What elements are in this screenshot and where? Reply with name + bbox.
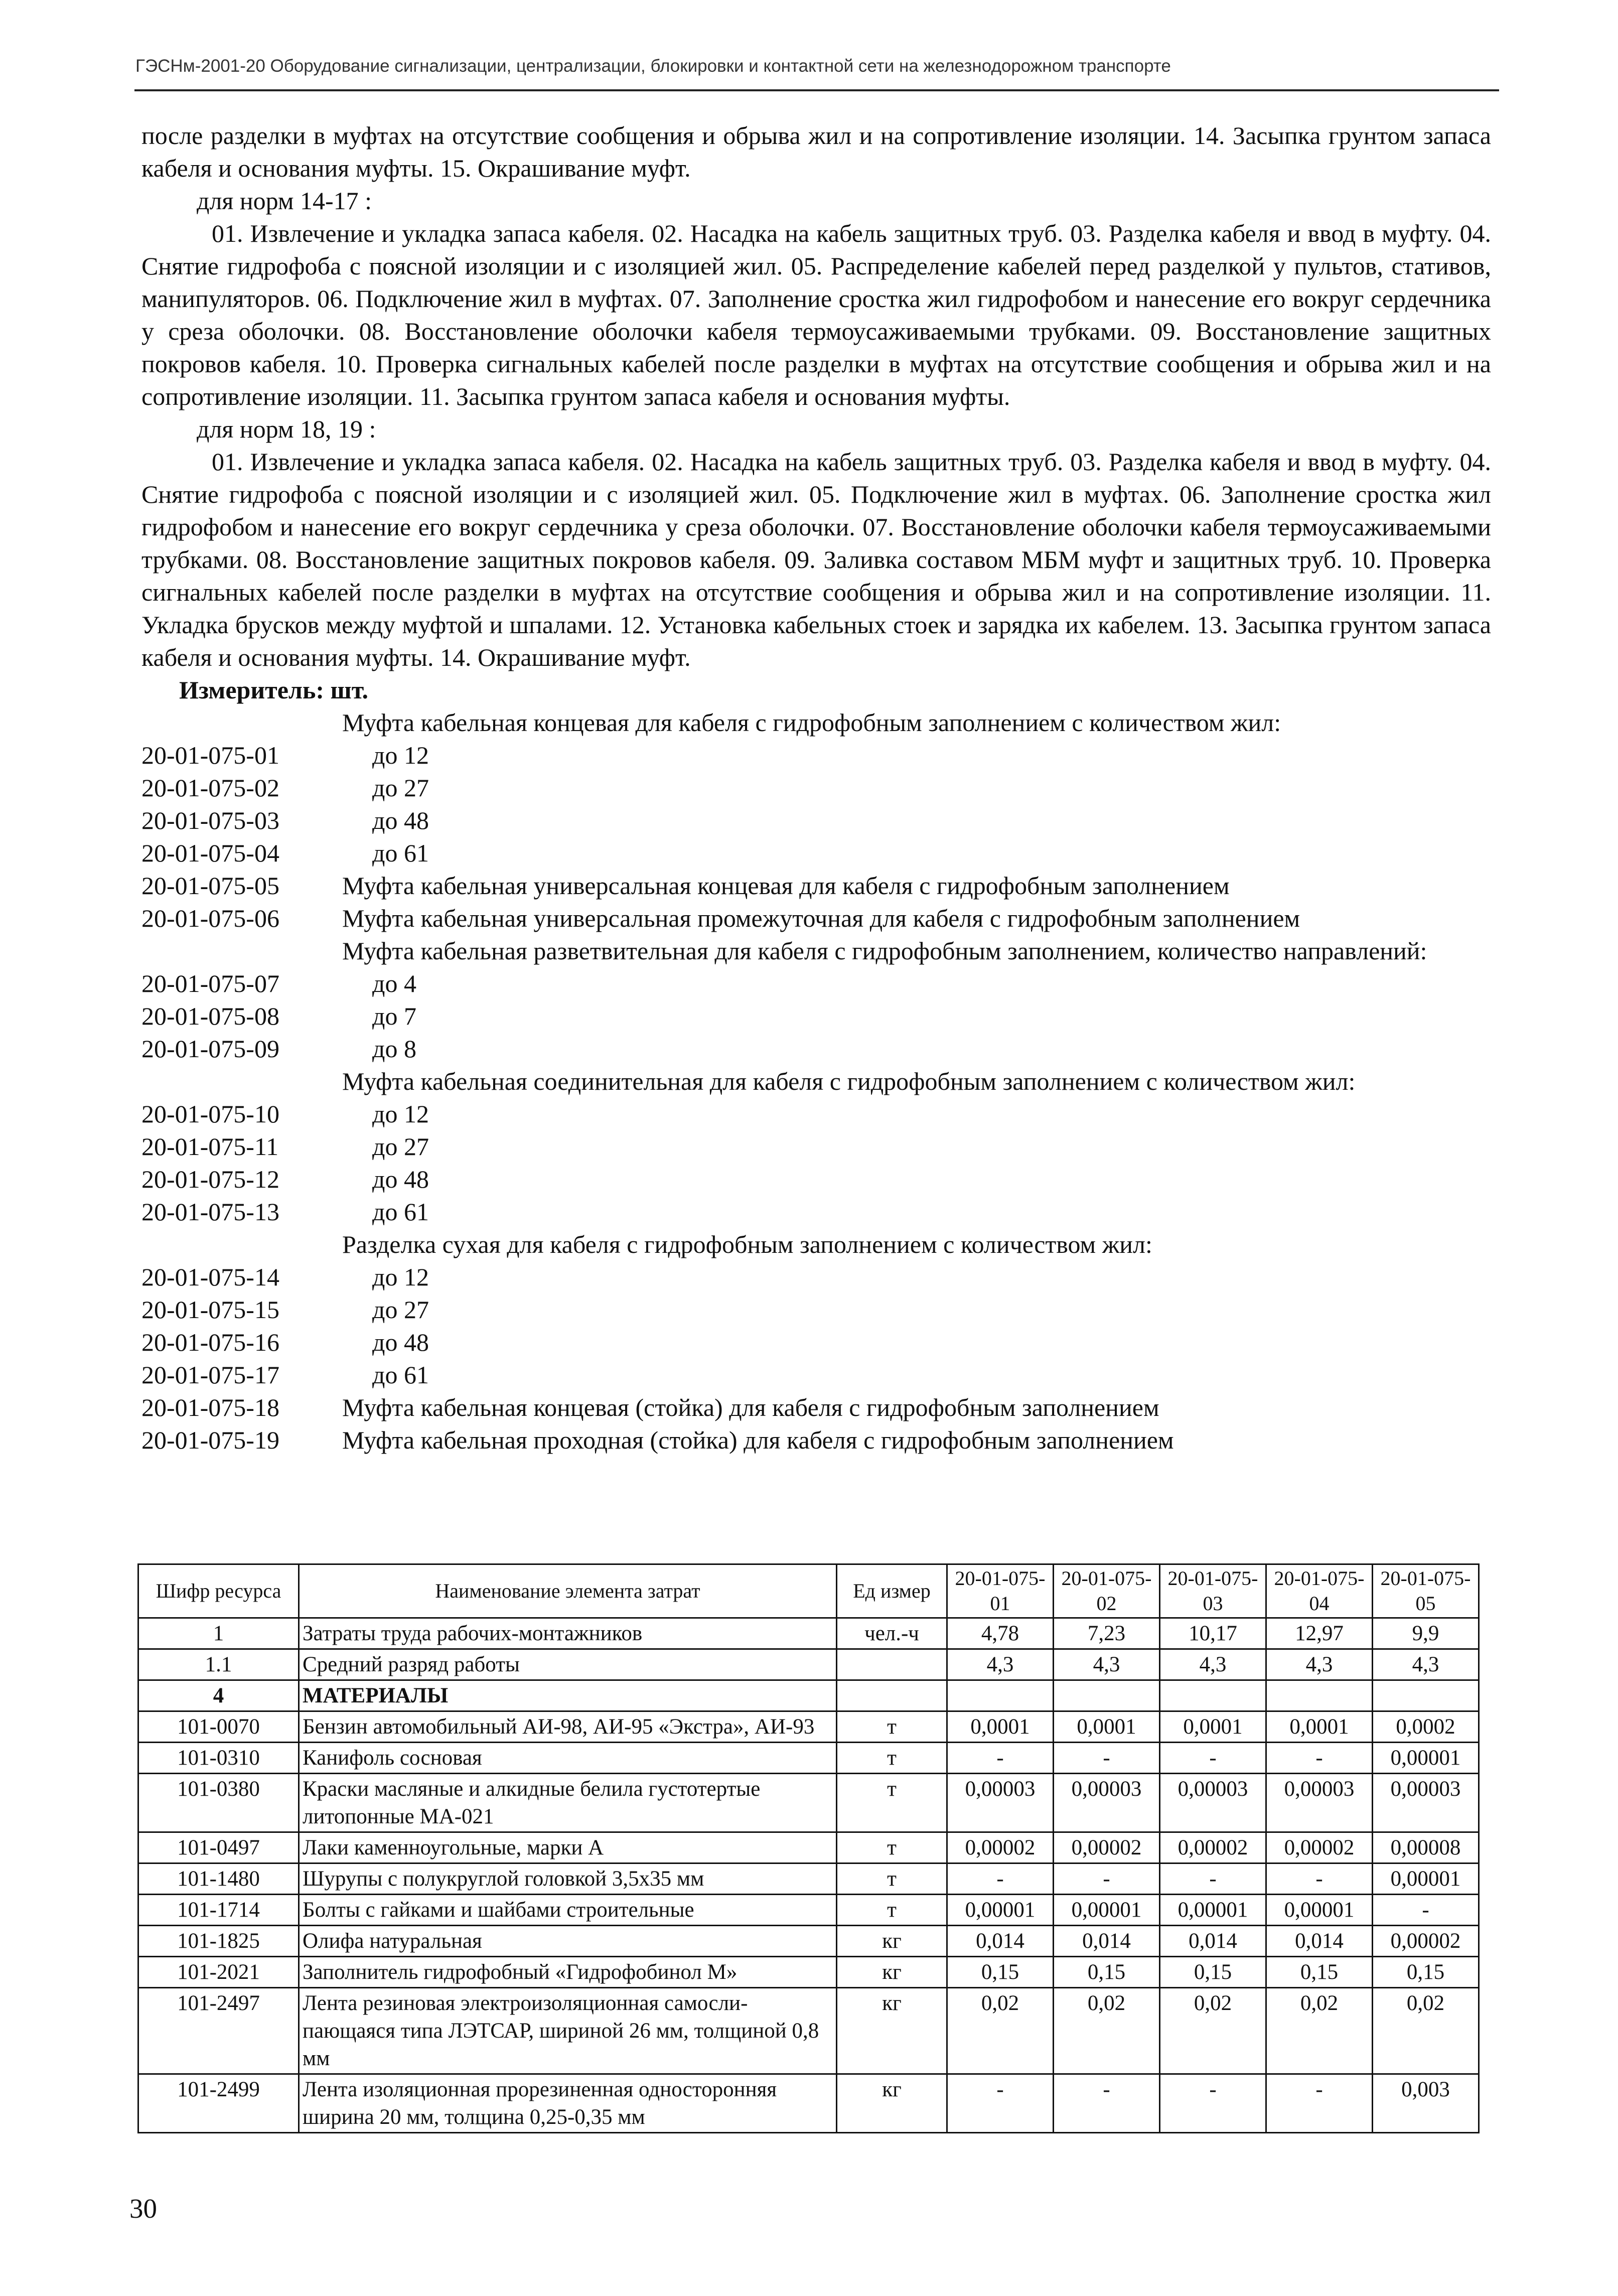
cell-resource-code: 1.1: [138, 1649, 299, 1680]
cell-value: 0,02: [1054, 1988, 1160, 2074]
cell-unit: т: [837, 1743, 947, 1774]
cell-value: 0,02: [947, 1988, 1054, 2074]
cell-cost-item: Краски масляные и алкидные белила густотертые литопонные МА-021: [299, 1774, 837, 1832]
cell-value: -: [1160, 2074, 1266, 2133]
cell-value: 0,014: [1054, 1926, 1160, 1957]
cell-value: 0,02: [1373, 1988, 1479, 2074]
cell-value: 10,17: [1160, 1618, 1266, 1649]
cell-cost-item: Бензин автомобильный АИ-98, АИ-95 «Экстра», АИ-93: [299, 1711, 837, 1743]
list-item: [141, 772, 1491, 804]
cell-resource-code: 101-1714: [138, 1895, 299, 1926]
cell-resource-code: 101-2499: [138, 2074, 299, 2133]
cell-value: 7,23: [1054, 1618, 1160, 1649]
cell-value: 0,0001: [947, 1711, 1054, 1743]
cell-value: [1266, 1680, 1373, 1711]
norm-description: до 12: [372, 741, 429, 769]
cell-value: 0,15: [1266, 1957, 1373, 1988]
group-heading-joint-sleeve: Муфта кабельная соединительная для кабеля с гидрофобным заполнением с количеством жил:: [342, 1067, 1356, 1095]
norm-description: до 12: [372, 1100, 429, 1128]
norm-code: 20-01-075-04: [141, 839, 279, 867]
cell-value: [1373, 1680, 1479, 1711]
cell-value: 0,003: [1373, 2074, 1479, 2133]
header-norm-02: 20-01-075-02: [1054, 1564, 1160, 1618]
norm-description: до 7: [372, 1002, 416, 1030]
group-heading-dry-split: Разделка сухая для кабеля с гидрофобным заполнением с количеством жил:: [342, 1230, 1152, 1258]
resource-table: [137, 1563, 1480, 2133]
norm-description: Муфта кабельная проходная (стойка) для кабеля с гидрофобным заполнением: [342, 1426, 1174, 1454]
cell-value: -: [1266, 1743, 1373, 1774]
norm-description: до 8: [372, 1035, 416, 1063]
header-resource-code: Шифр ресурса: [138, 1564, 299, 1618]
table-row: [138, 1618, 1479, 1649]
cell-value: -: [1160, 1863, 1266, 1895]
list-item: [141, 967, 1491, 1000]
list-item: [141, 1261, 1491, 1294]
cell-unit: [837, 1649, 947, 1680]
header-unit: Ед измер: [837, 1564, 947, 1618]
header-rule: [134, 89, 1499, 91]
norm-code: 20-01-075-14: [141, 1263, 279, 1291]
norm-description: до 27: [372, 1132, 429, 1161]
cell-cost-item: Средний разряд работы: [299, 1649, 837, 1680]
cell-resource-code: 101-0310: [138, 1743, 299, 1774]
table-row: [138, 1743, 1479, 1774]
norm-description: до 48: [372, 806, 429, 834]
norm-code: 20-01-075-03: [141, 806, 279, 834]
cell-value: 12,97: [1266, 1618, 1373, 1649]
cell-value: [1160, 1680, 1266, 1711]
cell-value: 0,00002: [1373, 1926, 1479, 1957]
list-item: [141, 1196, 1491, 1228]
list-item: [141, 1294, 1491, 1326]
measure-unit: Измеритель: шт.: [179, 676, 369, 704]
norm-code: 20-01-075-08: [141, 1002, 279, 1030]
cell-value: 0,15: [947, 1957, 1054, 1988]
cell-unit: кг: [837, 2074, 947, 2133]
cell-value: 4,3: [1160, 1649, 1266, 1680]
cell-value: -: [1054, 1863, 1160, 1895]
cell-value: 0,00001: [1160, 1895, 1266, 1926]
cell-value: -: [947, 1863, 1054, 1895]
cell-value: 4,3: [1266, 1649, 1373, 1680]
norm-code: 20-01-075-16: [141, 1328, 279, 1356]
cell-value: -: [1266, 1863, 1373, 1895]
norm-code: 20-01-075-05: [141, 872, 279, 900]
list-item: [141, 1326, 1491, 1359]
list-item: [141, 1359, 1491, 1391]
list-item: [141, 804, 1491, 837]
cell-cost-item: Заполнитель гидрофобный «Гидрофобинол М»: [299, 1957, 837, 1988]
list-item: [141, 1163, 1491, 1196]
table-row: [138, 1988, 1479, 2074]
norm-code: 20-01-075-10: [141, 1100, 279, 1128]
header-norm-04: 20-01-075-04: [1266, 1564, 1373, 1618]
cell-resource-code: 101-2021: [138, 1957, 299, 1988]
norm-code: 20-01-075-09: [141, 1035, 279, 1063]
cell-value: 0,00002: [1266, 1832, 1373, 1863]
norm-code: 20-01-075-18: [141, 1393, 279, 1421]
cell-unit: кг: [837, 1988, 947, 2074]
norm-description: до 48: [372, 1165, 429, 1193]
cell-unit: т: [837, 1895, 947, 1926]
norm-code: 20-01-075-15: [141, 1296, 279, 1324]
list-item: [141, 1391, 1491, 1424]
cell-cost-item: Лаки каменноугольные, марки А: [299, 1832, 837, 1863]
cell-cost-item: Лента изоляционная прорезиненная односторонняя ширина 20 мм, толщина 0,25-0,35 мм: [299, 2074, 837, 2133]
cell-cost-item: МАТЕРИАЛЫ: [299, 1680, 837, 1711]
cell-unit: [837, 1680, 947, 1711]
cell-resource-code: 101-1480: [138, 1863, 299, 1895]
cell-value: -: [947, 1743, 1054, 1774]
norm-code-list: [141, 706, 1491, 1457]
cell-cost-item: Затраты труда рабочих-монтажников: [299, 1618, 837, 1649]
running-header: ГЭСНм-2001-20 Оборудование сигнализации, централизации, блокировки и контактной сети на железнодорожном транспорте: [135, 56, 1171, 76]
norm-code: 20-01-075-19: [141, 1426, 279, 1454]
norm-code: 20-01-075-06: [141, 904, 279, 932]
cell-cost-item: Канифоль сосновая: [299, 1743, 837, 1774]
table-row: [138, 1957, 1479, 1988]
cell-cost-item: Шурупы с полукруглой головкой 3,5х35 мм: [299, 1863, 837, 1895]
cell-value: 0,00003: [1160, 1774, 1266, 1832]
cell-value: -: [947, 2074, 1054, 2133]
cell-resource-code: 4: [138, 1680, 299, 1711]
cell-unit: кг: [837, 1957, 947, 1988]
header-norm-03: 20-01-075-03: [1160, 1564, 1266, 1618]
group-heading-branch-sleeve: Муфта кабельная разветвительная для кабеля с гидрофобным заполнением, количество направлений:: [342, 937, 1427, 965]
resource-table-wrapper: [137, 1563, 1480, 2133]
table-section-row: [138, 1680, 1479, 1711]
table-header-row: [138, 1564, 1479, 1618]
cell-value: -: [1160, 1743, 1266, 1774]
cell-value: 0,00001: [947, 1895, 1054, 1926]
norm-code: 20-01-075-02: [141, 774, 279, 802]
norm-code: 20-01-075-17: [141, 1361, 279, 1389]
cell-cost-item: Лента резиновая электроизоляционная самослипающаяся типа ЛЭТСАР, шириной 26 мм, толщиной 0,8 мм: [299, 1988, 837, 2074]
list-item: [141, 1000, 1491, 1033]
cell-unit: т: [837, 1774, 947, 1832]
cell-unit: кг: [837, 1926, 947, 1957]
norm-description: до 61: [372, 1361, 429, 1389]
cell-value: 0,15: [1160, 1957, 1266, 1988]
cell-value: 0,02: [1266, 1988, 1373, 2074]
cell-value: 0,02: [1160, 1988, 1266, 2074]
cell-value: 0,00003: [947, 1774, 1054, 1832]
cell-value: 0,15: [1373, 1957, 1479, 1988]
cell-resource-code: 101-0497: [138, 1832, 299, 1863]
cell-cost-item: Болты с гайками и шайбами строительные: [299, 1895, 837, 1926]
cell-value: 0,00002: [1160, 1832, 1266, 1863]
list-item: [141, 1424, 1491, 1457]
norm-description: до 27: [372, 1296, 429, 1324]
table-row: [138, 1649, 1479, 1680]
norm-description: Муфта кабельная универсальная концевая для кабеля с гидрофобным заполнением: [342, 872, 1230, 900]
intro-paragraph-2: 01. Извлечение и укладка запаса кабеля. 02. Насадка на кабель защитных труб. 03. Разделка кабеля и ввод в муфту. 04. Снятие гидрофоба с поясной изоляции и с изоляцией жил. 05. Распределение кабелей перед разделкой у пультов, стативов, манипуляторов. 06. Подключение жил в муфтах. 07. Заполнение сростка жил гидрофобом и нанесение его вокруг сердечника у среза оболочки. 08. Восстановление оболочки кабеля термоусаживаемыми трубками. 09. Восстановление защитных покровов кабеля. 10. Проверка сигнальных кабелей после разделки в муфтах на отсутствие сообщения и обрыва жил и на сопротивление изоляции. 11. Засыпка грунтом запаса кабеля и основания муфты.: [141, 219, 1491, 410]
norm-code: 20-01-075-07: [141, 969, 279, 997]
cell-unit: т: [837, 1711, 947, 1743]
cell-value: 4,78: [947, 1618, 1054, 1649]
cell-value: 4,3: [947, 1649, 1054, 1680]
cell-value: [947, 1680, 1054, 1711]
table-row: [138, 1774, 1479, 1832]
table-row: [138, 1926, 1479, 1957]
cell-value: 0,014: [1266, 1926, 1373, 1957]
cell-value: 0,0001: [1266, 1711, 1373, 1743]
cell-value: 0,00003: [1054, 1774, 1160, 1832]
cell-value: 0,014: [1160, 1926, 1266, 1957]
table-row: [138, 1832, 1479, 1863]
cell-value: 9,9: [1373, 1618, 1479, 1649]
cell-value: 0,00001: [1266, 1895, 1373, 1926]
cell-value: 0,00003: [1373, 1774, 1479, 1832]
cell-value: 0,014: [947, 1926, 1054, 1957]
header-norm-01: 20-01-075-01: [947, 1564, 1054, 1618]
table-row: [138, 1895, 1479, 1926]
cell-value: 0,00003: [1266, 1774, 1373, 1832]
cell-value: -: [1373, 1895, 1479, 1926]
cell-value: 0,0001: [1160, 1711, 1266, 1743]
norm-description: до 61: [372, 839, 429, 867]
intro-paragraph-3: 01. Извлечение и укладка запаса кабеля. 02. Насадка на кабель защитных труб. 03. Разделка кабеля и ввод в муфту. 04. Снятие гидрофоба с поясной изоляции и с изоляцией жил. 05. Подключение жил в муфтах. 06. Заполнение сростка жил гидрофобом и нанесение его вокруг сердечника у среза оболочки. 07. Восстановление оболочки кабеля термоусаживаемыми трубками. 08. Восстановление защитных покровов кабеля. 09. Заливка составом МБМ муфт и защитных труб. 10. Проверка сигнальных кабелей после разделки в муфтах на отсутствие сообщения и обрыва жил и на сопротивление изоляции. 11. Укладка брусков между муфтой и шпалами. 12. Установка кабельных стоек и зарядка их кабелем. 13. Засыпка грунтом запаса кабеля и основания муфты. 14. Окрашивание муфт.: [141, 448, 1491, 671]
cell-value: 0,0002: [1373, 1711, 1479, 1743]
cell-value: 4,3: [1054, 1649, 1160, 1680]
norm-code: 20-01-075-01: [141, 741, 279, 769]
cell-value: 0,00001: [1054, 1895, 1160, 1926]
list-item: [141, 870, 1491, 902]
cell-value: 0,15: [1054, 1957, 1160, 1988]
norm-description: Муфта кабельная концевая (стойка) для кабеля с гидрофобным заполнением: [342, 1393, 1159, 1421]
cell-value: 0,00001: [1373, 1863, 1479, 1895]
list-item: [141, 1033, 1491, 1065]
list-item: [141, 1098, 1491, 1130]
list-item: [141, 902, 1491, 935]
norms-18-19-label: для норм 18, 19 :: [197, 415, 376, 443]
list-item: [141, 837, 1491, 870]
norm-description: до 48: [372, 1328, 429, 1356]
cell-value: 0,0001: [1054, 1711, 1160, 1743]
header-cost-item: Наименование элемента затрат: [299, 1564, 837, 1618]
cell-value: 0,00001: [1373, 1743, 1479, 1774]
page-number: 30: [129, 2193, 157, 2224]
cell-value: -: [1054, 1743, 1160, 1774]
norm-description: до 61: [372, 1198, 429, 1226]
intro-paragraph-1: после разделки в муфтах на отсутствие сообщения и обрыва жил и на сопротивление изоляции. 14. Засыпка грунтом запаса кабеля и основания муфты. 15. Окрашивание муфт.: [141, 121, 1491, 182]
norm-description: Муфта кабельная универсальная промежуточная для кабеля с гидрофобным заполнением: [342, 904, 1300, 932]
norm-code: 20-01-075-13: [141, 1198, 279, 1226]
cell-value: 0,00008: [1373, 1832, 1479, 1863]
table-row: [138, 1711, 1479, 1743]
cell-resource-code: 101-2497: [138, 1988, 299, 2074]
cell-value: -: [1266, 2074, 1373, 2133]
cell-resource-code: 101-1825: [138, 1926, 299, 1957]
cell-resource-code: 101-0380: [138, 1774, 299, 1832]
document-body: [141, 119, 1491, 1457]
cell-value: [1054, 1680, 1160, 1711]
cell-unit: чел.-ч: [837, 1618, 947, 1649]
norm-code: 20-01-075-12: [141, 1165, 279, 1193]
cell-value: 4,3: [1373, 1649, 1479, 1680]
norm-description: до 12: [372, 1263, 429, 1291]
table-row: [138, 2074, 1479, 2133]
norms-14-17-label: для норм 14-17 :: [197, 187, 372, 215]
group-heading-end-sleeve: Муфта кабельная концевая для кабеля с гидрофобным заполнением с количеством жил:: [342, 708, 1281, 737]
cell-unit: т: [837, 1832, 947, 1863]
cell-value: 0,00002: [947, 1832, 1054, 1863]
norm-description: до 27: [372, 774, 429, 802]
list-item: [141, 1130, 1491, 1163]
cell-resource-code: 1: [138, 1618, 299, 1649]
cell-cost-item: Олифа натуральная: [299, 1926, 837, 1957]
cell-value: -: [1054, 2074, 1160, 2133]
cell-resource-code: 101-0070: [138, 1711, 299, 1743]
table-row: [138, 1863, 1479, 1895]
cell-unit: т: [837, 1863, 947, 1895]
header-norm-05: 20-01-075-05: [1373, 1564, 1479, 1618]
list-item: [141, 739, 1491, 772]
cell-value: 0,00002: [1054, 1832, 1160, 1863]
norm-description: до 4: [372, 969, 416, 997]
norm-code: 20-01-075-11: [141, 1132, 279, 1161]
